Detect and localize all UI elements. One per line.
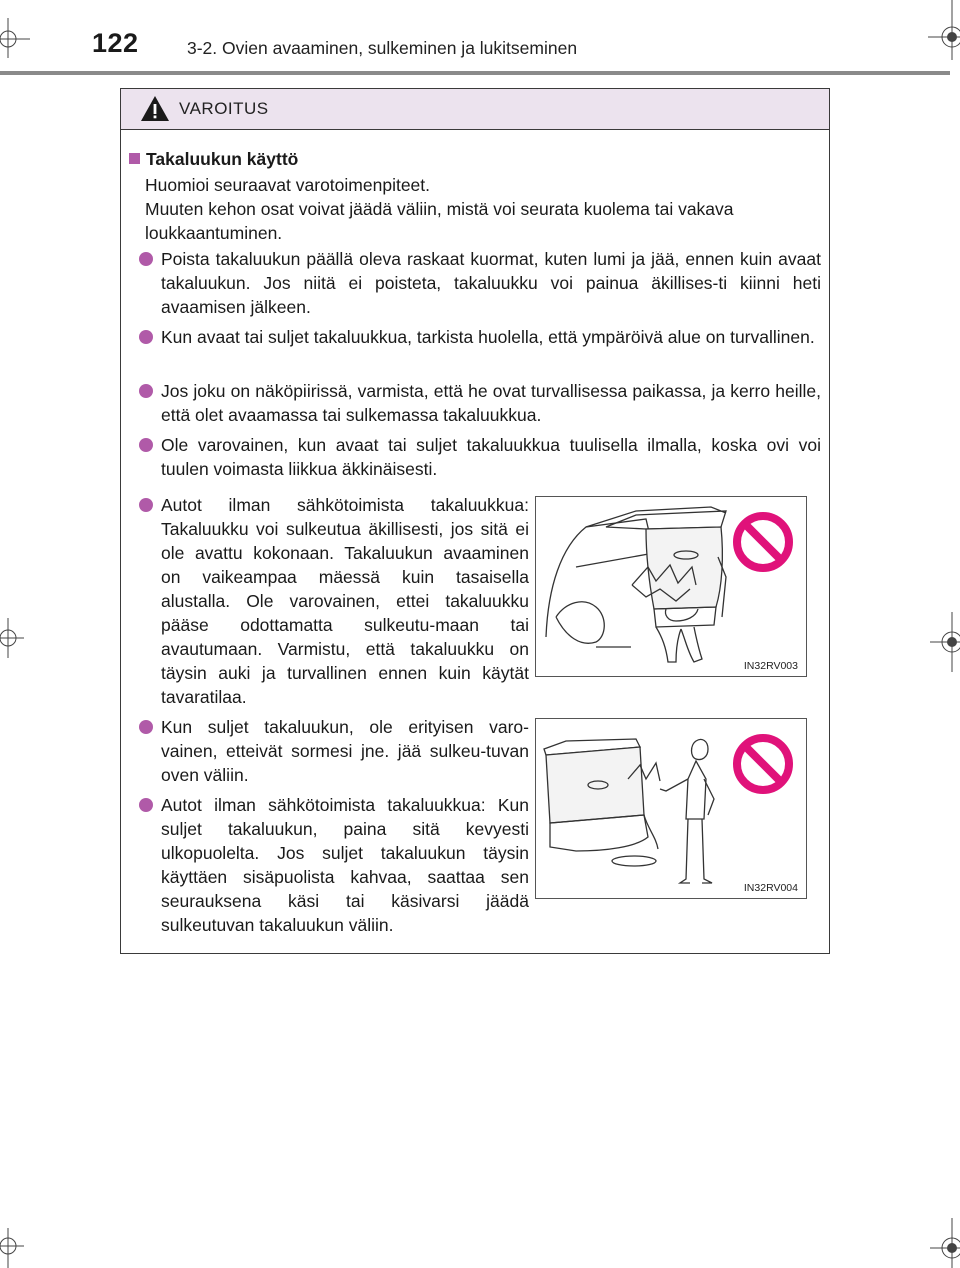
bullet-text: Autot ilman sähkötoimista takaluukkua: Takaluukku voi sulkeutua äkillisesti, jos sitä ei ole avattu kokonaan. Takaluukun avaaminen on vaikeampaa mäessä kuin tasaisella alustalla. Ole varovainen, ettei takaluukku pääse odottamatta sulkeutu-maan tai avautumaan. Varmistu, että takaluukku on täysin auki ja turvallinen ennen kuin käytät tavaratilaa.	[161, 495, 529, 707]
square-bullet-icon	[129, 153, 140, 164]
bullet-item	[129, 493, 529, 709]
section-title-text: Takaluukun käyttö	[146, 149, 299, 169]
illustration-open-tailgate	[535, 496, 807, 677]
bullet-item	[129, 793, 529, 937]
figure-code: IN32RV003	[743, 660, 798, 672]
chapter-title: 3-2. Ovien avaaminen, sulkeminen ja lukitseminen	[187, 38, 578, 58]
bullet-text: Ole varovainen, kun avaat tai suljet takaluukkua tuulisella ilmalla, koska ovi voi tuulen voimasta liikkua äkkinäisesti.	[161, 435, 821, 479]
bullet-text: Kun suljet takaluukun, ole erityisen varo-vainen, etteivät sormesi jne. jää sulkeu-tuvan oven väliin.	[161, 717, 529, 785]
bullet-dot-icon	[139, 384, 153, 398]
prohibited-icon	[732, 733, 794, 795]
bullet-text: Jos joku on näköpiirissä, varmista, että he ovat turvallisessa paikassa, ja kerro heille, että olet avaamassa tai sulkemassa takaluukkua.	[161, 381, 821, 425]
bullet-item	[129, 715, 529, 787]
bullet-item	[129, 379, 821, 427]
bullet-item	[129, 433, 821, 481]
intro-text	[145, 173, 825, 245]
illustration-closing-tailgate	[535, 718, 807, 899]
bullet-text: Poista takaluukun päällä oleva raskaat kuormat, kuten lumi ja jää, ennen kuin avaat takaluukun. Jos niitä ei poisteta, takaluukku voi painua äkillises-ti kiinni heti avaamisen jälkeen.	[161, 249, 821, 317]
figure-code: IN32RV004	[743, 882, 798, 894]
bullet-dot-icon	[139, 252, 153, 266]
crop-mark-mid-right	[930, 612, 960, 672]
section-title	[129, 147, 298, 171]
warning-triangle-icon	[140, 95, 170, 122]
header-divider	[0, 71, 950, 75]
bullet-dot-icon	[139, 498, 153, 512]
prohibited-icon	[732, 511, 794, 573]
crop-mark-top-left	[0, 18, 30, 58]
crop-mark-bottom-left	[0, 1228, 24, 1268]
bullet-dot-icon	[139, 798, 153, 812]
crop-mark-top-right	[928, 0, 960, 60]
bullet-dot-icon	[139, 720, 153, 734]
bullet-dot-icon	[139, 438, 153, 452]
intro-line: Huomioi seuraavat varotoimenpiteet.	[145, 175, 431, 195]
intro-line: Muuten kehon osat voivat jäädä väliin, mistä voi seurata kuolema tai vakava loukkaantuminen.	[145, 199, 734, 243]
bullet-item	[129, 325, 821, 349]
bullet-item	[129, 247, 821, 319]
crop-mark-bottom-right	[930, 1218, 960, 1268]
bullet-text: Kun avaat tai suljet takaluukkua, tarkista huolella, että ympäröivä alue on turvallinen.	[161, 327, 815, 347]
page-number: 122	[92, 28, 139, 58]
warning-box	[120, 88, 830, 954]
crop-mark-mid-left	[0, 618, 24, 658]
warning-label: VAROITUS	[179, 99, 269, 118]
warning-header	[121, 89, 829, 130]
bullet-dot-icon	[139, 330, 153, 344]
bullet-text: Autot ilman sähkötoimista takaluukkua: Kun suljet takaluukun, paina sitä kevyesti ulkopuolelta. Jos suljet takaluukun täysin käyttäen sisäpuolista kahvaa, saattaa sen seurauksena käsi tai käsivarsi jäädä sulkeutuvan takaluukun väliin.	[161, 795, 529, 935]
